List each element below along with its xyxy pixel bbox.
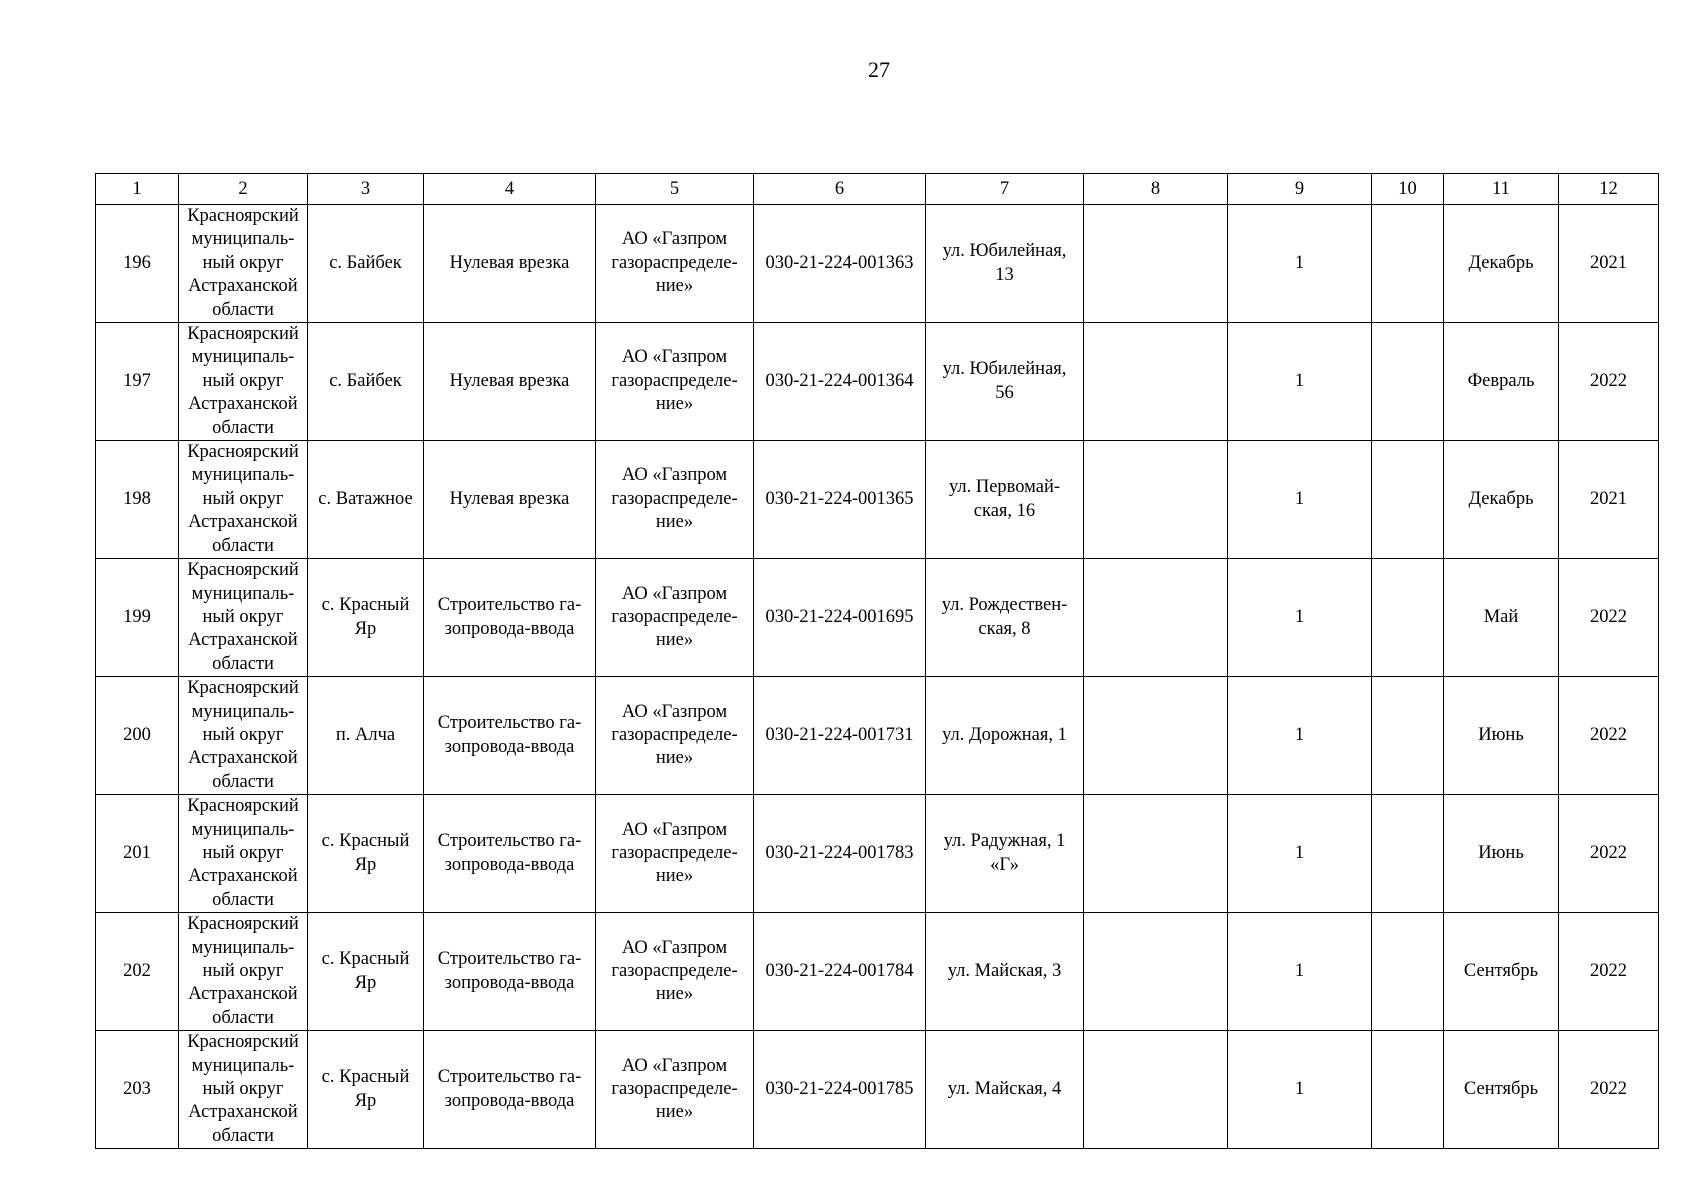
cell-settlement-line: с. Красный: [321, 949, 410, 970]
cell-settlement-line: п. Алча: [335, 724, 396, 745]
cell-settlement-line: Яр: [354, 972, 377, 993]
cell-work-type: [424, 559, 596, 677]
cell-address-line: ул. Дорожная, 1: [942, 724, 1067, 745]
cell-settlement: [308, 1031, 424, 1149]
cell-row-number: 199: [96, 559, 179, 677]
cell-organization-line: газораспределе-: [611, 252, 738, 273]
cell-address-line: ул. Рождествен-: [941, 595, 1068, 616]
cell-work-type-line: зопровода-ввода: [444, 972, 575, 993]
cell-district: [179, 441, 308, 559]
cell-work-type-line: Строительство га-: [437, 713, 582, 734]
cell-district: [179, 795, 308, 913]
cell-work-type-line: зопровода-ввода: [444, 736, 575, 757]
cell-organization-line: АО «Газпром: [621, 937, 728, 958]
cell-address-line: ул. Первомай-: [948, 477, 1061, 498]
column-header-12: 12: [1559, 174, 1659, 205]
cell-settlement: [308, 795, 424, 913]
cell-organization-line: АО «Газпром: [621, 347, 728, 368]
cell-row-number: 201: [96, 795, 179, 913]
table-row: [96, 677, 1659, 795]
cell-district-line: Астраханской: [188, 748, 298, 769]
cell-month: Февраль: [1444, 323, 1559, 441]
cell-settlement-line: с. Красный: [321, 831, 410, 852]
cell-address: [926, 1031, 1084, 1149]
cell-district-line: муниципаль-: [191, 819, 295, 840]
cell-district: [179, 1031, 308, 1149]
cell-month: Сентябрь: [1444, 913, 1559, 1031]
cell-col-9: 1: [1228, 1031, 1372, 1149]
cell-month: Сентябрь: [1444, 1031, 1559, 1149]
cell-month: Декабрь: [1444, 441, 1559, 559]
cell-work-type: [424, 1031, 596, 1149]
cell-district-line: области: [212, 1007, 274, 1028]
table-row: [96, 205, 1659, 323]
cell-district: [179, 205, 308, 323]
cell-work-type-line: Строительство га-: [437, 595, 582, 616]
cell-district-line: Астраханской: [188, 512, 298, 533]
table-header: [96, 174, 1659, 205]
cell-address-line: 13: [995, 264, 1014, 285]
cell-organization-line: ние»: [655, 394, 694, 415]
cell-row-number: 200: [96, 677, 179, 795]
cell-object-code: 030-21-224-001363: [754, 205, 926, 323]
cell-address: [926, 441, 1084, 559]
cell-organization-line: АО «Газпром: [621, 701, 728, 722]
cell-district-line: Астраханской: [188, 630, 298, 651]
cell-organization-line: ние»: [655, 512, 694, 533]
cell-organization-line: газораспределе-: [611, 370, 738, 391]
cell-district-line: области: [212, 771, 274, 792]
cell-district-line: области: [212, 1125, 274, 1146]
cell-col-9: 1: [1228, 441, 1372, 559]
cell-work-type-line: Строительство га-: [437, 831, 582, 852]
cell-settlement-line: с. Красный: [321, 1067, 410, 1088]
cell-work-type-line: зопровода-ввода: [444, 854, 575, 875]
cell-district: [179, 913, 308, 1031]
column-header-10: 10: [1372, 174, 1444, 205]
cell-district-line: Красноярский: [187, 206, 299, 226]
cell-year: 2022: [1559, 677, 1659, 795]
cell-district-line: Астраханской: [188, 866, 298, 887]
cell-settlement-line: с. Байбек: [329, 370, 402, 391]
cell-object-code: 030-21-224-001731: [754, 677, 926, 795]
cell-work-type-line: Нулевая врезка: [449, 370, 570, 391]
cell-col-9: 1: [1228, 559, 1372, 677]
column-header-6: 6: [754, 174, 926, 205]
cell-settlement: [308, 205, 424, 323]
column-header-7: 7: [926, 174, 1084, 205]
cell-settlement-line: с. Ватажное: [318, 488, 413, 509]
cell-col-10: [1372, 677, 1444, 795]
cell-address-line: ул. Майская, 4: [947, 1079, 1062, 1100]
cell-district-line: муниципаль-: [191, 1055, 295, 1076]
cell-row-number: 198: [96, 441, 179, 559]
cell-organization-line: ние»: [655, 866, 694, 887]
cell-address-line: ул. Юбилейная,: [942, 359, 1067, 380]
cell-work-type: [424, 323, 596, 441]
cell-col-10: [1372, 441, 1444, 559]
cell-address-line: ул. Радужная, 1: [943, 831, 1066, 852]
cell-year: 2022: [1559, 559, 1659, 677]
cell-organization-line: ние»: [655, 984, 694, 1005]
cell-organization: [596, 559, 754, 677]
cell-col-10: [1372, 205, 1444, 323]
cell-settlement: [308, 677, 424, 795]
cell-district: [179, 677, 308, 795]
cell-organization: [596, 441, 754, 559]
cell-organization-line: газораспределе-: [611, 842, 738, 863]
cell-col-8: [1084, 913, 1228, 1031]
cell-settlement-line: Яр: [354, 1090, 377, 1111]
cell-organization-line: газораспределе-: [611, 606, 738, 627]
cell-year: 2022: [1559, 913, 1659, 1031]
cell-address: [926, 205, 1084, 323]
cell-object-code: 030-21-224-001364: [754, 323, 926, 441]
cell-organization-line: ние»: [655, 748, 694, 769]
cell-address: [926, 795, 1084, 913]
table-row: [96, 913, 1659, 1031]
cell-year: 2021: [1559, 441, 1659, 559]
cell-address: [926, 913, 1084, 1031]
column-header-11: 11: [1444, 174, 1559, 205]
cell-organization-line: газораспределе-: [611, 488, 738, 509]
cell-district-line: муниципаль-: [191, 229, 295, 250]
cell-settlement: [308, 913, 424, 1031]
cell-district-line: муниципаль-: [191, 937, 295, 958]
cell-work-type: [424, 795, 596, 913]
cell-work-type-line: Строительство га-: [437, 1067, 582, 1088]
table-body: [96, 205, 1659, 1149]
cell-year: 2022: [1559, 323, 1659, 441]
column-header-3: 3: [308, 174, 424, 205]
table-row: [96, 795, 1659, 913]
table-row: [96, 1031, 1659, 1149]
cell-address: [926, 559, 1084, 677]
registry-table: [95, 173, 1659, 1149]
cell-year: 2022: [1559, 1031, 1659, 1149]
cell-work-type-line: Строительство га-: [437, 949, 582, 970]
column-header-5: 5: [596, 174, 754, 205]
cell-work-type: [424, 441, 596, 559]
cell-district-line: ный округ: [202, 842, 284, 863]
cell-organization: [596, 913, 754, 1031]
cell-settlement: [308, 559, 424, 677]
cell-col-9: 1: [1228, 913, 1372, 1031]
cell-organization-line: ние»: [655, 630, 694, 651]
cell-organization: [596, 323, 754, 441]
cell-district-line: области: [212, 653, 274, 674]
cell-object-code: 030-21-224-001785: [754, 1031, 926, 1149]
cell-district-line: Красноярский: [187, 560, 299, 581]
cell-district-line: ный округ: [202, 724, 284, 745]
table-row: [96, 559, 1659, 677]
cell-work-type: [424, 913, 596, 1031]
cell-col-10: [1372, 1031, 1444, 1149]
cell-district-line: Астраханской: [188, 394, 298, 415]
cell-col-9: 1: [1228, 795, 1372, 913]
cell-col-8: [1084, 559, 1228, 677]
column-header-9: 9: [1228, 174, 1372, 205]
cell-organization-line: газораспределе-: [611, 724, 738, 745]
cell-row-number: 196: [96, 205, 179, 323]
cell-work-type-line: зопровода-ввода: [444, 1090, 575, 1111]
cell-col-10: [1372, 323, 1444, 441]
page-number: 27: [868, 57, 890, 82]
cell-month: Декабрь: [1444, 205, 1559, 323]
cell-organization-line: газораспределе-: [611, 1079, 738, 1100]
cell-col-10: [1372, 795, 1444, 913]
cell-object-code: 030-21-224-001695: [754, 559, 926, 677]
cell-district-line: Красноярский: [187, 914, 299, 935]
cell-col-8: [1084, 677, 1228, 795]
cell-organization-line: АО «Газпром: [621, 819, 728, 840]
cell-settlement: [308, 323, 424, 441]
cell-work-type-line: Нулевая врезка: [449, 488, 570, 509]
cell-organization-line: ние»: [655, 1102, 694, 1123]
cell-work-type: [424, 677, 596, 795]
cell-work-type-line: Нулевая врезка: [449, 252, 570, 273]
table-row: [96, 323, 1659, 441]
cell-district-line: Красноярский: [187, 324, 299, 345]
cell-object-code: 030-21-224-001783: [754, 795, 926, 913]
cell-col-8: [1084, 1031, 1228, 1149]
cell-address-line: ул. Майская, 3: [947, 961, 1062, 981]
cell-district: [179, 323, 308, 441]
cell-address-line: ская, 8: [978, 618, 1031, 639]
cell-district-line: области: [212, 417, 274, 438]
cell-district-line: Астраханской: [188, 984, 298, 1005]
cell-organization: [596, 205, 754, 323]
cell-col-8: [1084, 205, 1228, 323]
cell-year: 2021: [1559, 205, 1659, 323]
cell-address-line: 56: [995, 382, 1014, 403]
cell-settlement-line: Яр: [354, 618, 377, 639]
cell-district: [179, 559, 308, 677]
cell-settlement-line: Яр: [354, 854, 377, 875]
cell-district-line: Астраханской: [188, 276, 298, 297]
cell-organization-line: АО «Газпром: [621, 1055, 728, 1076]
cell-month: Июнь: [1444, 677, 1559, 795]
cell-organization-line: АО «Газпром: [621, 465, 728, 486]
cell-month: Май: [1444, 559, 1559, 677]
cell-district-line: муниципаль-: [191, 583, 295, 604]
cell-address-line: «Г»: [990, 854, 1019, 875]
cell-work-type: [424, 205, 596, 323]
cell-organization: [596, 1031, 754, 1149]
cell-district-line: области: [212, 299, 274, 320]
cell-district-line: муниципаль-: [191, 701, 295, 722]
cell-col-10: [1372, 913, 1444, 1031]
cell-district-line: области: [212, 889, 274, 910]
cell-organization-line: АО «Газпром: [621, 583, 728, 604]
cell-organization: [596, 795, 754, 913]
cell-settlement-line: с. Байбек: [329, 252, 402, 273]
column-header-8: 8: [1084, 174, 1228, 205]
cell-address: [926, 677, 1084, 795]
cell-district-line: муниципаль-: [191, 465, 295, 486]
cell-district-line: ный округ: [202, 252, 284, 273]
cell-object-code: 030-21-224-001365: [754, 441, 926, 559]
cell-organization: [596, 677, 754, 795]
column-header-1: 1: [96, 174, 179, 205]
cell-col-8: [1084, 795, 1228, 913]
cell-settlement-line: с. Красный: [321, 595, 410, 616]
cell-organization-line: ние»: [655, 276, 694, 297]
cell-district-line: Красноярский: [187, 678, 299, 699]
cell-year: 2022: [1559, 795, 1659, 913]
cell-district-line: ный округ: [202, 1079, 284, 1100]
cell-organization-line: газораспределе-: [611, 961, 738, 981]
cell-col-10: [1372, 559, 1444, 677]
cell-row-number: 197: [96, 323, 179, 441]
cell-col-9: 1: [1228, 323, 1372, 441]
cell-organization-line: АО «Газпром: [621, 229, 728, 250]
table-row: [96, 441, 1659, 559]
cell-district-line: ный округ: [202, 961, 284, 981]
header-row: [96, 174, 1659, 205]
cell-address-line: ул. Юбилейная,: [942, 241, 1067, 262]
cell-col-9: 1: [1228, 205, 1372, 323]
cell-col-8: [1084, 323, 1228, 441]
cell-district-line: ный округ: [202, 370, 284, 391]
cell-settlement: [308, 441, 424, 559]
cell-district-line: муниципаль-: [191, 347, 295, 368]
cell-col-9: 1: [1228, 677, 1372, 795]
cell-row-number: 203: [96, 1031, 179, 1149]
cell-district-line: ный округ: [202, 488, 284, 509]
cell-district-line: Красноярский: [187, 442, 299, 463]
cell-district-line: Астраханской: [188, 1102, 298, 1123]
cell-address: [926, 323, 1084, 441]
cell-district-line: Красноярский: [187, 1032, 299, 1053]
cell-row-number: 202: [96, 913, 179, 1031]
cell-col-8: [1084, 441, 1228, 559]
cell-district-line: ный округ: [202, 606, 284, 627]
cell-object-code: 030-21-224-001784: [754, 913, 926, 1031]
cell-address-line: ская, 16: [973, 500, 1036, 521]
cell-district-line: Красноярский: [187, 796, 299, 817]
column-header-2: 2: [179, 174, 308, 205]
cell-district-line: области: [212, 535, 274, 556]
cell-work-type-line: зопровода-ввода: [444, 618, 575, 639]
cell-month: Июнь: [1444, 795, 1559, 913]
column-header-4: 4: [424, 174, 596, 205]
